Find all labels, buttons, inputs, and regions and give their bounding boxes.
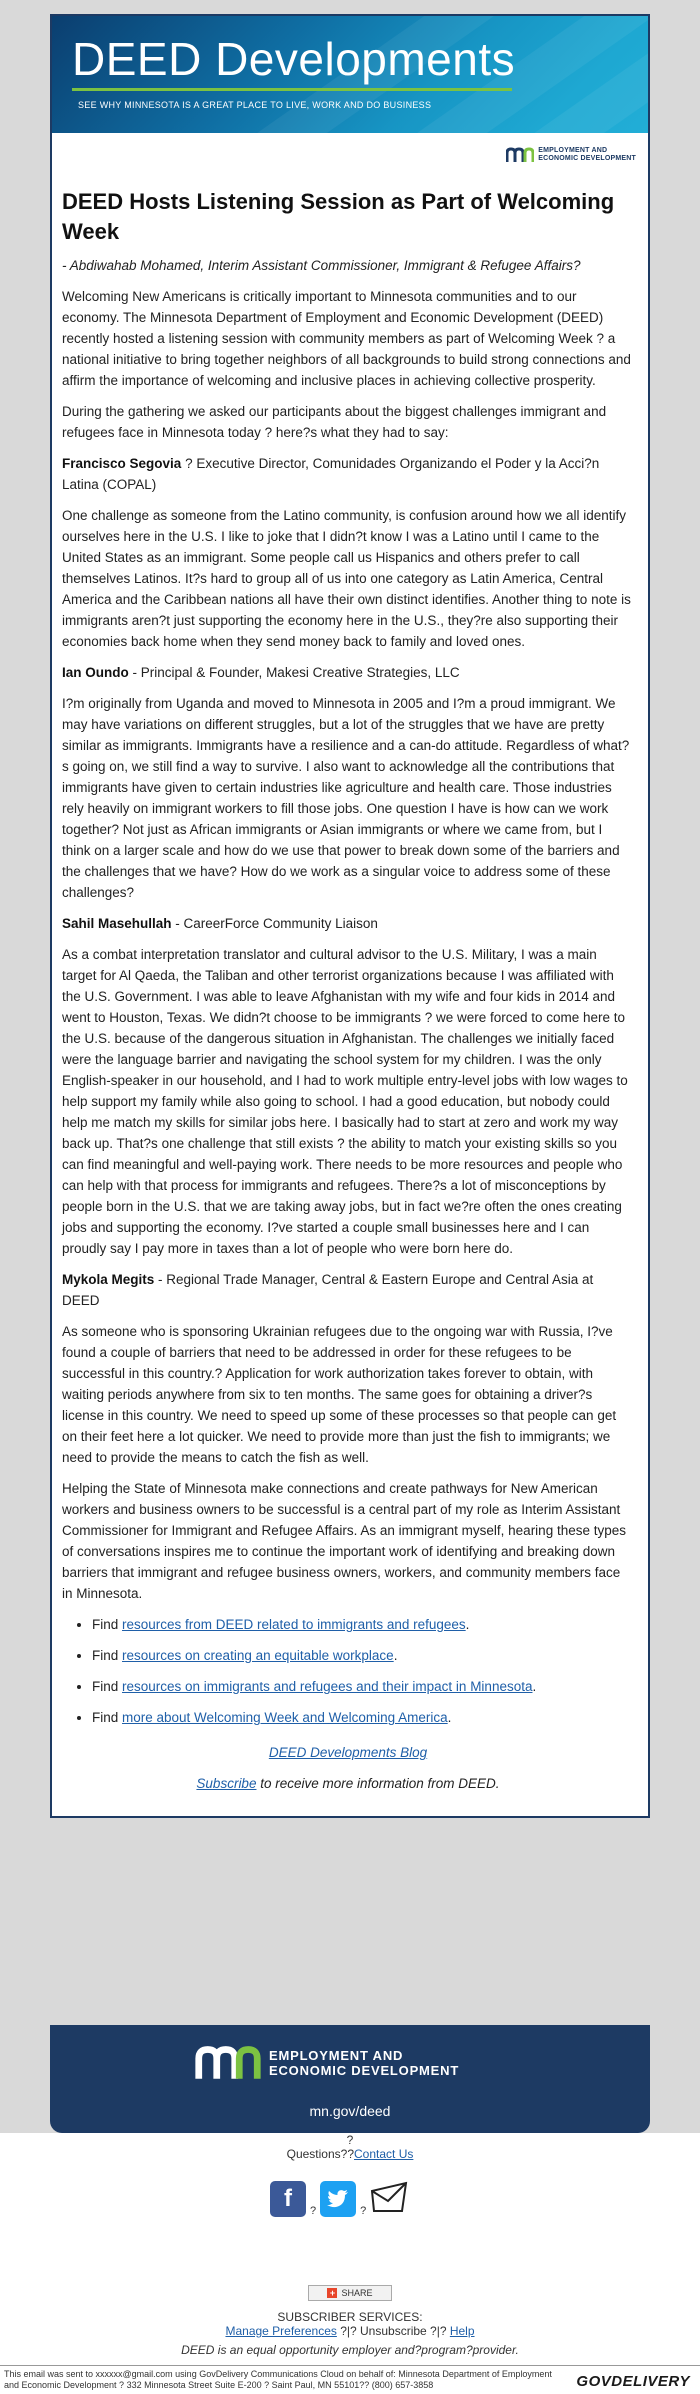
article [52,171,648,1816]
speaker-name: Mykola Megits [62,1272,155,1287]
footer-url[interactable]: mn.gov/deed [309,2103,391,2119]
speaker-role: - Principal & Founder, Makesi Creative Strategies, LLC [128,665,460,680]
speaker-name: Sahil Masehullah [62,916,172,931]
subscriber-services-title: SUBSCRIBER SERVICES: [277,2310,423,2324]
resource-link-equitable-workplace[interactable]: resources on creating an equitable workplace [122,1648,394,1663]
speaker-name: Francisco Segovia [62,456,182,471]
resource-list-item: • Find resources on immigrants and refugees and their impact in Minnesota. [92,1676,634,1697]
eoe-statement: DEED is an equal opportunity employer and?program?provider. [181,2343,519,2357]
footer-logo [195,2045,459,2081]
resource-link-impact[interactable]: resources on immigrants and refugees and their impact in Minnesota [122,1679,533,1694]
speaker-heading [62,662,634,683]
deed-logo [506,147,636,163]
blog-link-line [62,1742,634,1763]
resource-link-immigrants[interactable]: resources from DEED related to immigrants and refugees [122,1617,466,1632]
questions-line: Questions??Contact Us [286,2147,414,2161]
share-button[interactable]: + SHARE [308,2285,392,2301]
resource-link-welcoming-week[interactable]: more about Welcoming Week and Welcoming America [122,1710,448,1725]
banner-underline [72,88,512,91]
subscriber-services-links [0,2324,700,2338]
resource-list-item: • Find resources on creating an equitable workplace. [92,1645,634,1666]
resource-list-item: • Find resources from DEED related to immigrants and refugees. [92,1614,634,1635]
speaker-quote: As a combat interpretation translator and cultural advisor to the U.S. Military, I was a main target for Al Qaeda, the Taliban and other terrorist organizations because I was affiliated with the U.S. Government. I was able to leave Afghanistan with my wife and four kids in 2014 and went to Houston, Texas. We didn?t choose to be immigrants ? we were forced to come here to the U.S. because of the dangerous situation in Afghanistan. The challenges we initially faced were the language barrier and navigating the school system for my children. I was the only English-speaker in our household, and I had to work multiple entry-level jobs with low wages to help support my family while also going to school. I had a good education, but nobody could help me match my skills for similar jobs here. I basically had to start at zero and work my way back up. That?s one challenge that still exists ? the ability to match your existing skills so you can find meaningful and well-paying work. There needs to be more resources and people who can help with that process for immigrants and refugees. There?s a lot of misconceptions by people born in the U.S. that we are taking away jobs, but in fact we?re often the ones creating jobs and supporting the economy. I?ve started a couple small businesses here and I can proudly say I pay more in taxes than a lot of people who were born here do. [62,947,628,1256]
manage-preferences-link[interactable]: Manage Preferences [225,2324,337,2338]
speaker-role: ? Executive Director, Comunidades Organizando el Poder y la Acci?n Latina (COPAL) [62,456,600,492]
banner-title: DEED Developments [72,33,516,85]
bottom-divider [0,2365,700,2366]
subscriber-area [0,2133,700,2394]
email-sent-notice: This email was sent to xxxxxx@gmail.com using GovDelivery Communications Cloud on behalf of: Minnesota Department of Employment and Economic Development ? 332 Minnesota Street Suite E-200 ? Saint Paul, MN 55101?? (800) 657-3858 [4,2369,552,2390]
question-mark: ? [346,2133,354,2147]
share-plus-icon: + [327,2288,337,2298]
facebook-icon[interactable]: f [270,2181,306,2217]
govdelivery-logo: GOVDELIVERY [576,2373,690,2390]
social-links: f ? ? [270,2181,408,2217]
footer-logo-line1: EMPLOYMENT AND [269,2048,404,2063]
newsletter-card [50,14,650,1818]
speaker-role: - CareerForce Community Liaison [171,916,378,931]
footer-panel [50,2025,650,2133]
speaker-quote: I?m originally from Uganda and moved to Minnesota in 2005 and I?m a proud immigrant. We may have variations on different struggles, but a lot of the struggles that we have are pretty similar as immigrants. Immigrants have a resilience and a can-do attitude. Regardless of what?s going on, we still find a way to survive. I also want to acknowledge all the contributions that immigrants have given to certain industries like agriculture and health care. Those industries rely heavily on immigrant workers to fill those jobs. One question I have is how can we work together? Not just as African immigrants or Asian immigrants or where we came from, but I think on a larger scale and how do we use that power to break down some of the barriers and the challenges that we have? How do we work as a singular voice to address some of these challenges? [62,696,630,900]
footer-logo-line2: ECONOMIC DEVELOPMENT [269,2063,460,2078]
article-byline: - Abdiwahab Mohamed, Interim Assistant Commissioner, Immigrant & Refugee Affairs? [62,258,581,273]
speaker-quote: One challenge as someone from the Latino community, is confusion around how we all identify ourselves here in the U.S. I like to joke that I didn?t know I was a Latino until I came to the United States as an immigrant. Some people call us Hispanics and others prefer to call themselves Latinos. It?s hard to group all of us into one category as Latin America, Central America and the Caribbean nations all have their own distinct identifies. Another thing to note is immigrants aren?t just supporting the economy here in the U.S., they?re also supporting their economies back home when they send money back to family and loved ones. [62,508,631,649]
twitter-bird-icon [327,2190,349,2208]
subscribe-text: to receive more information from DEED. [256,1776,500,1791]
article-title: DEED Hosts Listening Session as Part of Welcoming Week [62,189,615,244]
unsubscribe-text: ?|? Unsubscribe ?|? [336,2324,450,2338]
subscribe-line [62,1773,634,1794]
speaker-name: Ian Oundo [62,665,129,680]
closing-paragraph: Helping the State of Minnesota make connections and create pathways for New American workers and business owners to be successful is a central part of my role as Interim Assistant Commissioner for Immigrant and Refugee Affairs. As an immigrant myself, hearing these types of conversations inspires me to continue the important work of identifying and breaking down barriers that immigrant and refugee business owners, workers, and community members face in Minnesota. [62,1481,626,1601]
question-paragraph: During the gathering we asked our participants about the biggest challenges immigrant and refugees face in Minnesota today ? here?s what they had to say: [62,404,607,440]
mn-logo-icon [506,147,534,163]
email-icon[interactable] [370,2181,408,2217]
blog-link[interactable]: DEED Developments Blog [268,1745,428,1760]
subscribe-link[interactable]: Subscribe [196,1776,257,1791]
resource-links-list [62,1614,634,1728]
contact-us-link[interactable]: Contact Us [354,2147,414,2161]
banner-logo-bar [52,133,648,171]
twitter-icon[interactable] [320,2181,356,2217]
speaker-quote: As someone who is sponsoring Ukrainian refugees due to the ongoing war with Russia, I?ve found a couple of barriers that need to be addressed in order for these refugees to be successful in this country.? Application for work authorization takes forever to obtain, with waiting periods anywhere from six to ten months. The same goes for obtaining a driver?s license in this country. We need to speed up some of these processes so that people can get on their feet here a lot quicker. We need to provide more than just the fish to immigrants; we need to provide the means to catch the fish as well. [62,1324,617,1465]
resource-list-item: • Find more about Welcoming Week and Welcoming America. [92,1707,634,1728]
intro-paragraph: Welcoming New Americans is critically important to Minnesota communities and to our economy. The Minnesota Department of Employment and Economic Development (DEED) recently hosted a listening session with community members as part of Welcoming Week ? a national initiative to bring together neighbors of all backgrounds to build strong connections and affirm the importance of welcoming and inclusive places in achieving collective prosperity. [62,289,631,388]
speaker-heading [62,1269,634,1311]
logo-org-line1: EMPLOYMENT AND [538,147,608,154]
speaker-role: - Regional Trade Manager, Central & Eastern Europe and Central Asia at DEED [62,1272,594,1308]
header-banner [52,16,648,171]
speaker-heading [62,913,634,934]
mn-logo-icon [195,2045,261,2081]
help-link[interactable]: Help [449,2324,475,2338]
logo-org-line2: ECONOMIC DEVELOPMENT [538,155,636,162]
speaker-heading [62,453,634,495]
banner-tagline: SEE WHY MINNESOTA IS A GREAT PLACE TO LIVE, WORK AND DO BUSINESS [78,100,432,110]
